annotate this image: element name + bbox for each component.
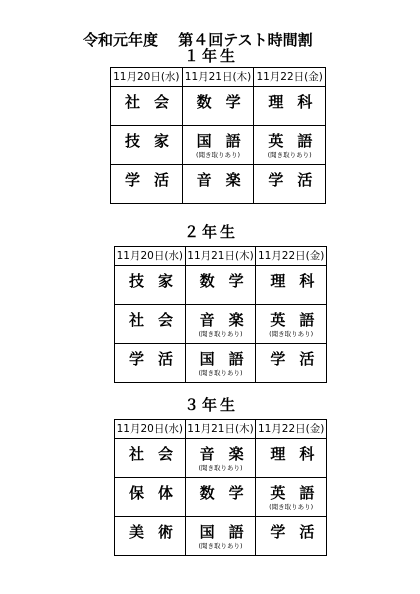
subject-name: 理科 <box>270 445 329 463</box>
subject-name: 学活 <box>125 171 184 189</box>
date-header: 11月22日(金) <box>256 247 327 266</box>
listening-note: (聞き取りあり) <box>198 542 243 550</box>
subject-cell <box>185 478 256 517</box>
grade-3-timetable <box>114 419 327 556</box>
subject-cell <box>182 87 254 126</box>
date-header: 11月20日(水) <box>111 68 183 87</box>
subject-name: 学活 <box>270 523 329 541</box>
subject-name: 社会 <box>125 93 184 111</box>
subject-cell <box>115 266 186 305</box>
period-row <box>115 344 327 383</box>
grade-2-timetable <box>114 246 327 383</box>
subject-name: 学活 <box>129 350 188 368</box>
period-row <box>111 87 326 126</box>
subject-name: 社会 <box>129 311 188 329</box>
subject-name: 技家 <box>125 132 184 150</box>
period-row <box>115 305 327 344</box>
grade-1-title: １年生 <box>184 47 239 65</box>
grade-1-timetable <box>110 67 326 204</box>
subject-cell <box>111 165 183 204</box>
date-header: 11月22日(金) <box>254 68 326 87</box>
listening-note: (聞き取りあり) <box>195 151 241 159</box>
subject-cell <box>254 165 326 204</box>
subject-name: 保体 <box>129 484 188 502</box>
subject-cell <box>115 439 186 478</box>
subject-cell <box>111 87 183 126</box>
subject-cell <box>185 517 256 556</box>
subject-name: 数学 <box>199 272 258 290</box>
subject-cell <box>256 439 327 478</box>
subject-name: 理科 <box>268 93 327 111</box>
subject-name: 英語 <box>268 132 327 150</box>
subject-name: 技家 <box>129 272 188 290</box>
grade-3-title: ３年生 <box>184 396 239 414</box>
listening-note: (聞き取りあり) <box>267 151 312 159</box>
subject-cell <box>256 266 327 305</box>
date-header: 11月22日(金) <box>256 420 327 439</box>
subject-name: 英語 <box>270 311 329 329</box>
subject-name: 数学 <box>199 484 258 502</box>
date-header: 11月21日(木) <box>185 420 256 439</box>
subject-name: 国語 <box>196 132 255 150</box>
header-row <box>115 247 327 266</box>
date-header: 11月21日(木) <box>185 247 256 266</box>
subject-cell <box>115 478 186 517</box>
period-row <box>111 165 326 204</box>
subject-name: 数学 <box>196 93 255 111</box>
date-header: 11月21日(木) <box>182 68 254 87</box>
subject-name: 学活 <box>270 350 329 368</box>
subject-name: 音楽 <box>196 171 255 189</box>
document-title: 令和元年度 第４回テスト時間割 <box>83 31 313 49</box>
header-row <box>111 68 326 87</box>
date-header: 11月20日(水) <box>115 420 186 439</box>
period-row <box>111 126 326 165</box>
subject-name: 国語 <box>199 350 258 368</box>
subject-cell <box>182 165 254 204</box>
grade-2-title: ２年生 <box>184 223 239 241</box>
subject-cell <box>115 305 186 344</box>
subject-cell <box>185 439 256 478</box>
subject-name: 理科 <box>270 272 329 290</box>
subject-name: 美術 <box>129 523 188 541</box>
subject-name: 国語 <box>199 523 258 541</box>
subject-cell <box>185 266 256 305</box>
date-header: 11月20日(水) <box>115 247 186 266</box>
subject-cell <box>254 87 326 126</box>
subject-name: 社会 <box>129 445 188 463</box>
header-row <box>115 420 327 439</box>
listening-note: (聞き取りあり) <box>198 464 243 472</box>
subject-cell <box>256 305 327 344</box>
subject-cell <box>115 344 186 383</box>
subject-cell <box>256 344 327 383</box>
subject-name: 英語 <box>270 484 329 502</box>
period-row <box>115 478 327 517</box>
listening-note: (聞き取りあり) <box>198 330 243 338</box>
subject-name: 音楽 <box>199 311 258 329</box>
subject-cell <box>115 517 186 556</box>
subject-cell <box>254 126 326 165</box>
listening-note: (聞き取りあり) <box>198 369 243 377</box>
listening-note: (聞き取りあり) <box>269 330 314 338</box>
subject-cell <box>185 344 256 383</box>
subject-cell <box>185 305 256 344</box>
subject-cell <box>256 478 327 517</box>
subject-cell <box>182 126 254 165</box>
subject-name: 音楽 <box>199 445 258 463</box>
period-row <box>115 266 327 305</box>
period-row <box>115 517 327 556</box>
listening-note: (聞き取りあり) <box>269 503 314 511</box>
subject-name: 学活 <box>268 171 327 189</box>
period-row <box>115 439 327 478</box>
subject-cell <box>111 126 183 165</box>
subject-cell <box>256 517 327 556</box>
